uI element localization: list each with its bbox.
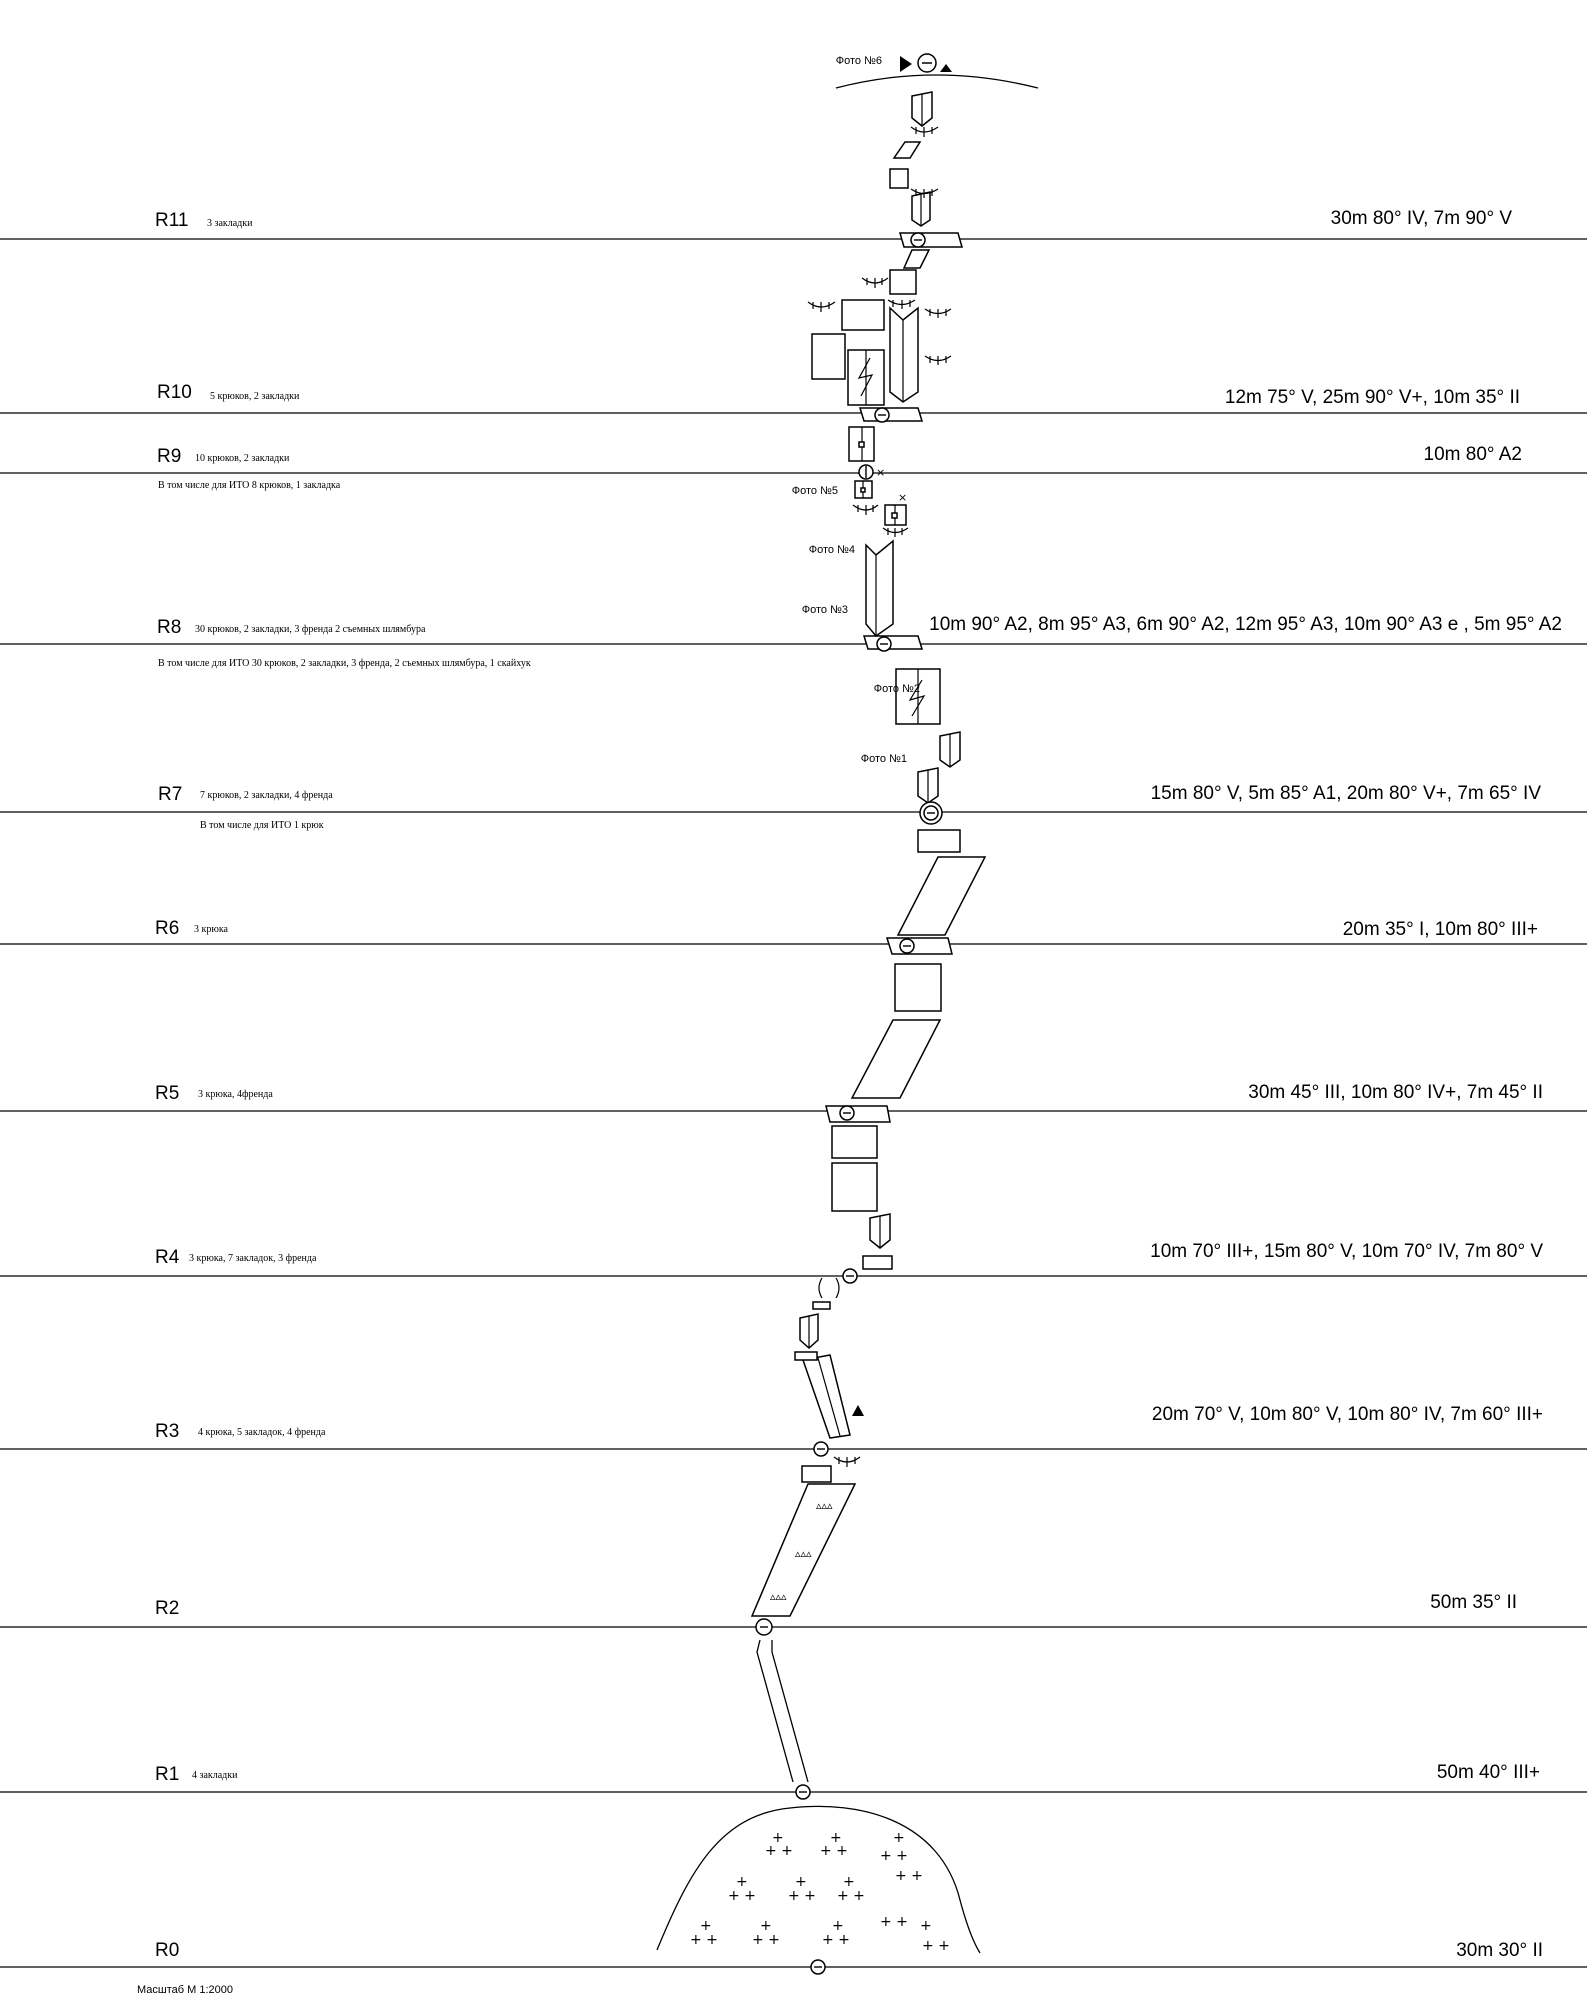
pitch-grade: 12m 75° V, 25m 90° V+, 10m 35° II [1224, 387, 1520, 408]
scree-mark: + [832, 1918, 844, 1934]
anchor-icon [796, 1785, 810, 1799]
wall-icon [832, 1163, 877, 1211]
ledge-block [813, 1302, 830, 1309]
ledge-block [802, 1466, 831, 1482]
pitch-grade: 30m 45° III, 10m 80° IV+, 7m 45° II [1248, 1082, 1543, 1103]
anchor-icon [756, 1619, 772, 1635]
features-r6-r7 [898, 830, 985, 935]
overhang-icon [834, 1457, 860, 1467]
pitch-label: R0 [155, 1940, 180, 1961]
scale-label: Масштаб М 1:2000 [137, 1984, 233, 1996]
anchor-icon [843, 1269, 857, 1283]
scree-mark: + [700, 1918, 712, 1934]
pitch-gear-note: 30 крюков, 2 закладки, 3 френда 2 съемных шлямбура [195, 624, 426, 635]
pitch-label: R3 [155, 1421, 180, 1442]
pitch-grade: 30m 30° II [1456, 1940, 1543, 1961]
cross-mark: × [898, 491, 908, 504]
pitch-label: R8 [157, 617, 182, 638]
wall-icon [890, 169, 908, 188]
scree-icon: ▵▵▵ [770, 1590, 787, 1603]
dihedral-icon [866, 541, 893, 636]
slab-icon [900, 233, 962, 247]
pitch-gear-note: 10 крюков, 2 закладки [195, 453, 290, 464]
scree-mark: + + [895, 1868, 923, 1884]
pitch-grade: 15m 80° V, 5m 85° A1, 20m 80° V+, 7m 65° IV [1150, 783, 1541, 804]
scree-mark: + + [837, 1888, 865, 1904]
photo-label: Фото №4 [808, 544, 855, 556]
anchor-icon [875, 408, 889, 422]
anchors [756, 233, 942, 1974]
scree-mark: + [795, 1874, 807, 1890]
scree-mark: + + [728, 1888, 756, 1904]
photo-label: Фото №6 [835, 55, 882, 67]
belay-lines [0, 239, 1587, 1967]
pitch-label: R11 [155, 210, 189, 231]
pitch-ito-note: В том числе для ИТО 8 крюков, 1 закладка [158, 480, 341, 491]
wall-icon [895, 964, 941, 1011]
dihedral-icon [890, 308, 918, 402]
ledge-block [795, 1352, 817, 1360]
anchor-icon [814, 1442, 828, 1456]
scree-mark: + + [752, 1932, 780, 1948]
overhang-icon [883, 528, 908, 537]
scree-mark: + [760, 1918, 772, 1934]
slab-icon [852, 1020, 940, 1098]
anchor-icon [840, 1106, 854, 1120]
pitch-grade: 30m 80° IV, 7m 90° V [1330, 208, 1512, 229]
pitch-gear-note: 4 крюка, 5 закладок, 4 френда [198, 1427, 326, 1438]
pitch-ito-note: В том числе для ИТО 1 крюк [200, 820, 324, 831]
pitch-label: R5 [155, 1083, 180, 1104]
pitch-gear-note: 3 крюка, 7 закладок, 3 френда [189, 1253, 317, 1264]
pitch-grade: 10m 70° III+, 15m 80° V, 10m 70° IV, 7m 80° V [1150, 1241, 1543, 1262]
photo-label: Фото №3 [801, 604, 848, 616]
slab-icon [860, 408, 922, 421]
slab-icon [904, 250, 929, 268]
pitch-gear-note: 3 крюка, 4френда [198, 1089, 273, 1100]
pitch-grade: 20m 70° V, 10m 80° V, 10m 80° IV, 7m 60° III+ [1151, 1404, 1543, 1425]
pitch-label: R4 [155, 1247, 180, 1268]
features-r3-r4 [795, 1214, 892, 1438]
pitch-grade: 10m 80° A2 [1423, 444, 1522, 465]
scree-mark: + [843, 1874, 855, 1890]
pitch-gear-note: 7 крюков, 2 закладки, 4 френда [200, 790, 333, 801]
pitch-label: R1 [155, 1764, 180, 1785]
pitch-gear-note: 3 закладки [207, 218, 253, 229]
scree-mark: + + [922, 1938, 950, 1954]
pitch-ito-note: В том числе для ИТО 30 крюков, 2 закладки, 3 френда, 2 съемных шлямбура, 1 скайхук [158, 658, 531, 669]
overhang-icon [888, 300, 915, 309]
scree-mark: + + [880, 1848, 908, 1864]
anchor-icon [911, 233, 925, 247]
pitch-grade: 20m 35° I, 10m 80° III+ [1342, 919, 1538, 940]
slab-icon [894, 142, 920, 158]
anchor-icon [920, 802, 942, 824]
scree-mark: + [893, 1830, 905, 1846]
pitch-label: R2 [155, 1598, 180, 1619]
features-r4-r5 [826, 1106, 890, 1211]
anchor-icon [859, 465, 873, 479]
scree-crosses [690, 1830, 950, 1954]
ledge-block [863, 1256, 892, 1269]
wall-icon [832, 1126, 877, 1158]
summit-ridge [836, 75, 1038, 88]
scree-mark: + + [765, 1843, 793, 1859]
pitch-label: R10 [157, 382, 192, 403]
flag-icon [900, 56, 912, 72]
slab-icon [898, 857, 985, 935]
pitch-gear-note: 5 крюков, 2 закладки [210, 391, 300, 402]
pitch-grade: 50m 40° III+ [1436, 1762, 1540, 1783]
ledge-block [918, 830, 960, 852]
grade-labels [929, 208, 1562, 1961]
pitch-gear-note: 3 крюка [194, 924, 228, 935]
flag-icon [852, 1405, 864, 1416]
photo-label: Фото №2 [873, 683, 920, 695]
pitch-grade: 50m 35° II [1430, 1592, 1517, 1613]
overhang-icon [925, 309, 951, 318]
wall-icon [890, 270, 916, 294]
overhang-icon [925, 356, 951, 365]
wall-icon [842, 300, 884, 330]
scree-slab-r2-r3 [752, 1466, 855, 1616]
features-r11-top [890, 54, 952, 226]
scree-cone [657, 1806, 980, 1954]
overhang-icon [862, 278, 888, 288]
pitch-label: R9 [157, 446, 182, 467]
slab-icon [864, 636, 922, 649]
anchor-icon [877, 637, 891, 651]
scree-icon: ▵▵▵ [816, 1499, 833, 1512]
couloir-r1-r2 [757, 1640, 808, 1782]
features-r8-r9 [853, 481, 922, 649]
scree-mark: + [772, 1830, 784, 1846]
features-r10-r11 [808, 233, 962, 405]
pitch-label: R7 [158, 784, 183, 805]
wall-icon [812, 334, 845, 379]
scree-icon: ▵▵▵ [795, 1547, 812, 1560]
crack-icon [819, 1278, 839, 1298]
pitch-label: R6 [155, 918, 180, 939]
scree-mark: + + [788, 1888, 816, 1904]
photo-label: Фото №5 [791, 485, 838, 497]
overhang-icon [853, 505, 878, 515]
pitch-gear-note: 4 закладки [192, 1770, 238, 1781]
dihedral-icon [803, 1355, 850, 1438]
scree-mark: + [920, 1918, 932, 1934]
scree-mark: + + [690, 1932, 718, 1948]
overhang-icon [911, 127, 938, 137]
scree-mark: + [830, 1830, 842, 1846]
slab-icon [826, 1106, 890, 1122]
scree-mark: + + [820, 1843, 848, 1859]
couloir-right-edge [772, 1640, 808, 1782]
anchor-icon [900, 939, 914, 953]
pitch-grade: 10m 90° A2, 8m 95° A3, 6m 90° A2, 12m 95° A3, 10m 90° A3 e , 5m 95° A2 [929, 614, 1562, 635]
scree-mark: + + [880, 1914, 908, 1930]
scree-mark: + + [822, 1932, 850, 1948]
features-r5-r6 [852, 938, 952, 1098]
anchor-icon [811, 1960, 825, 1974]
scree-mark: + [736, 1874, 748, 1890]
overhang-icon [808, 302, 835, 312]
slab-icon [887, 938, 952, 954]
photo-label: Фото №1 [860, 753, 907, 765]
cross-mark: × [876, 466, 886, 479]
